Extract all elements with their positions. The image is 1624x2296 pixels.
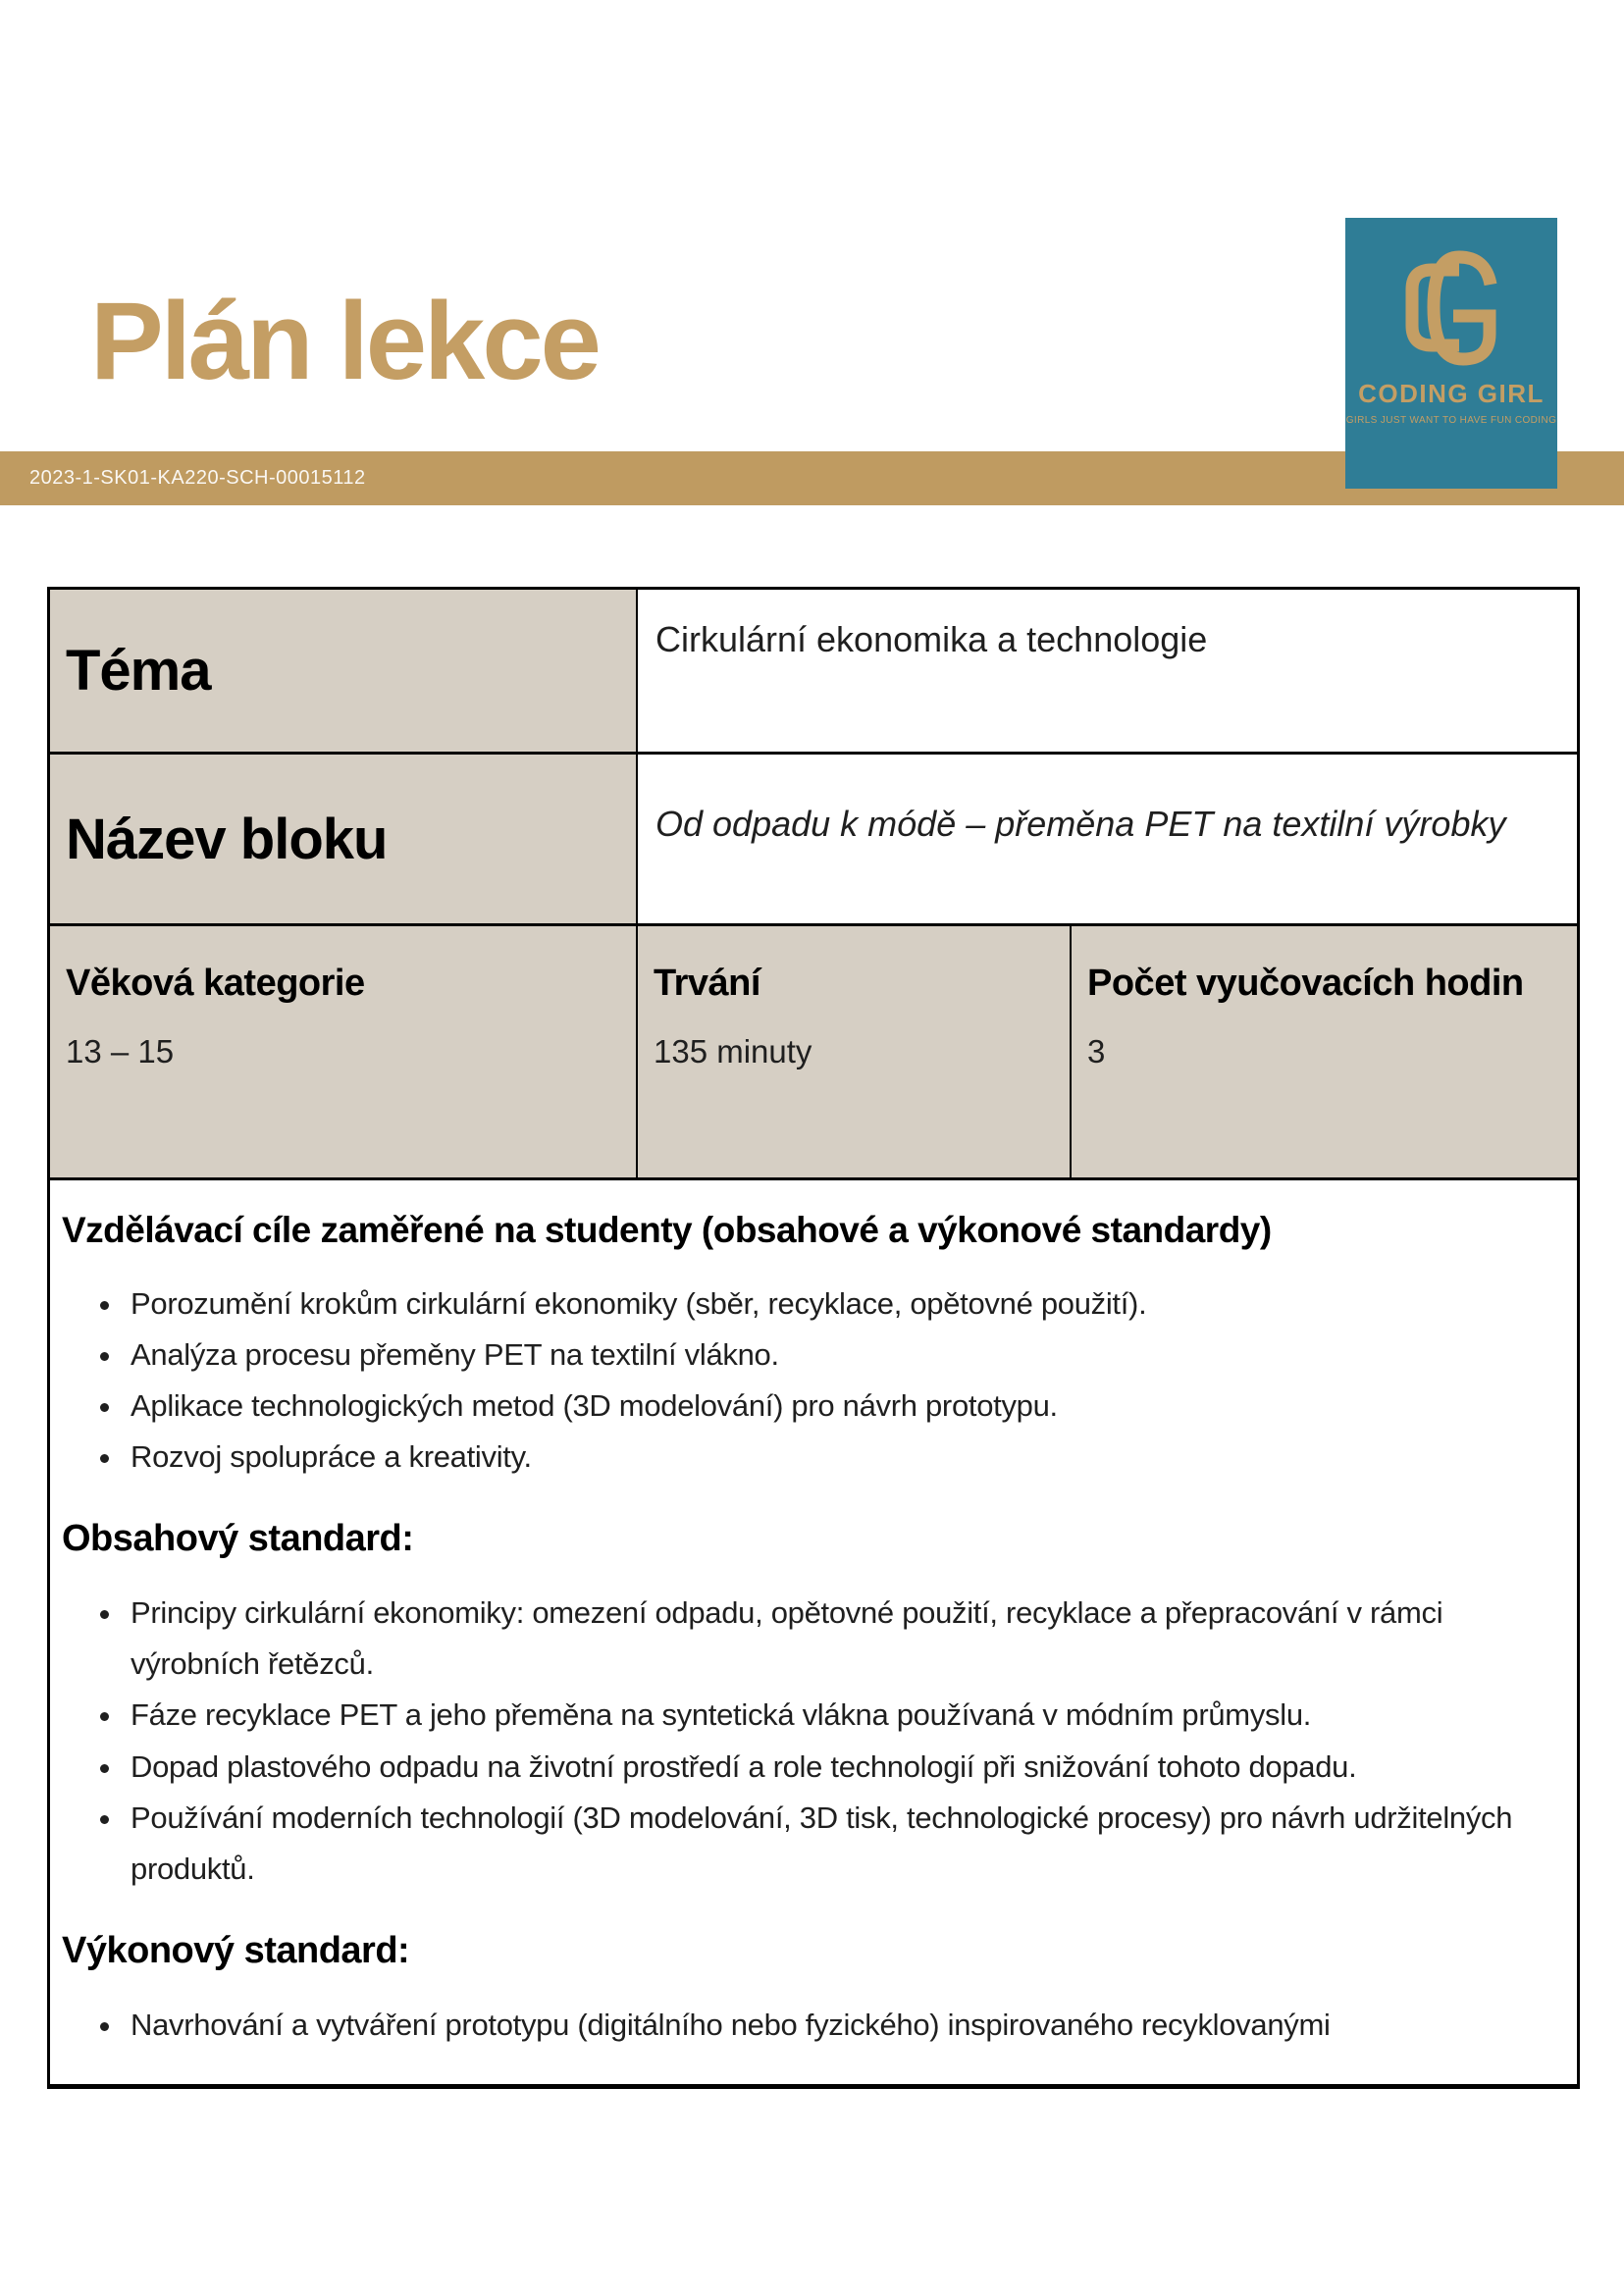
table-row-tema	[50, 590, 1577, 752]
performance-standard-heading: Výkonový standard:	[62, 1929, 410, 1971]
tema-value: Cirkulární ekonomika a technologie	[636, 590, 1577, 752]
content-standard-item: • Principy cirkulární ekonomiky: omezení odpadu, opětovné použití, recyklace a přepracování v rámci výrobních řetězců.	[125, 1588, 1543, 1690]
performance-standard-list	[62, 2000, 1543, 2051]
nazev-bloku-label: Název bloku	[50, 755, 636, 923]
performance-standard-item: • Navrhování a vytváření prototypu (digitálního nebo fyzického) inspirovaného recyklovanými	[125, 2000, 1543, 2051]
lesson-count-value: 3	[1087, 1032, 1106, 1070]
objective-item: • Rozvoj spolupráce a kreativity.	[125, 1432, 1543, 1483]
lesson-count-label: Počet vyučovacích hodin	[1087, 963, 1524, 1004]
age-category-label: Věková kategorie	[66, 963, 365, 1004]
table-row-meta	[50, 923, 1577, 1177]
lesson-count-cell	[1070, 926, 1577, 1177]
content-standard-list	[62, 1588, 1543, 1894]
goals-heading: Vzdělávací cíle zaměřené na studenty (obsahové a výkonové standardy)	[62, 1210, 1272, 1250]
nazev-bloku-value: Od odpadu k módě – přeměna PET na textilní výrobky	[636, 755, 1577, 923]
age-category-cell	[50, 926, 636, 1177]
gc-monogram-icon	[1391, 245, 1511, 371]
objective-item: • Aplikace technologických metod (3D modelování) pro návrh prototypu.	[125, 1381, 1543, 1432]
tema-label: Téma	[50, 590, 636, 752]
content-standard-item: • Fáze recyklace PET a jeho přeměna na syntetická vlákna používaná v módním průmyslu.	[125, 1690, 1543, 1741]
objective-item: • Porozumění krokům cirkulární ekonomiky (sběr, recyklace, opětovné použití).	[125, 1278, 1543, 1330]
table-row-nazev-bloku	[50, 752, 1577, 923]
duration-cell	[636, 926, 1070, 1177]
objectives-list	[62, 1278, 1543, 1483]
duration-value: 135 minuty	[654, 1032, 812, 1070]
content-standard-item: • Dopad plastového odpadu na životní prostředí a role technologií při snižování tohoto dopadu.	[125, 1742, 1543, 1793]
lesson-plan-table	[47, 587, 1580, 2089]
project-code: 2023-1-SK01-KA220-SCH-00015112	[29, 467, 366, 489]
page-title: Plán lekce	[90, 280, 599, 402]
content-standard-heading: Obsahový standard:	[62, 1518, 414, 1560]
objective-item: • Analýza procesu přeměny PET na textilní vlákno.	[125, 1330, 1543, 1381]
duration-label: Trvání	[654, 963, 760, 1004]
logo-name: CODING GIRL	[1358, 379, 1545, 408]
logo-tagline: GIRLS JUST WANT TO HAVE FUN CODING	[1345, 415, 1557, 426]
goals-cell	[50, 1180, 1577, 2084]
content-standard-item: • Používání moderních technologií (3D modelování, 3D tisk, technologické procesy) pro návrh udržitelných produktů.	[125, 1793, 1543, 1895]
age-category-value: 13 – 15	[66, 1032, 175, 1070]
coding-girl-logo	[1345, 218, 1557, 489]
table-row-goals	[50, 1177, 1577, 2084]
